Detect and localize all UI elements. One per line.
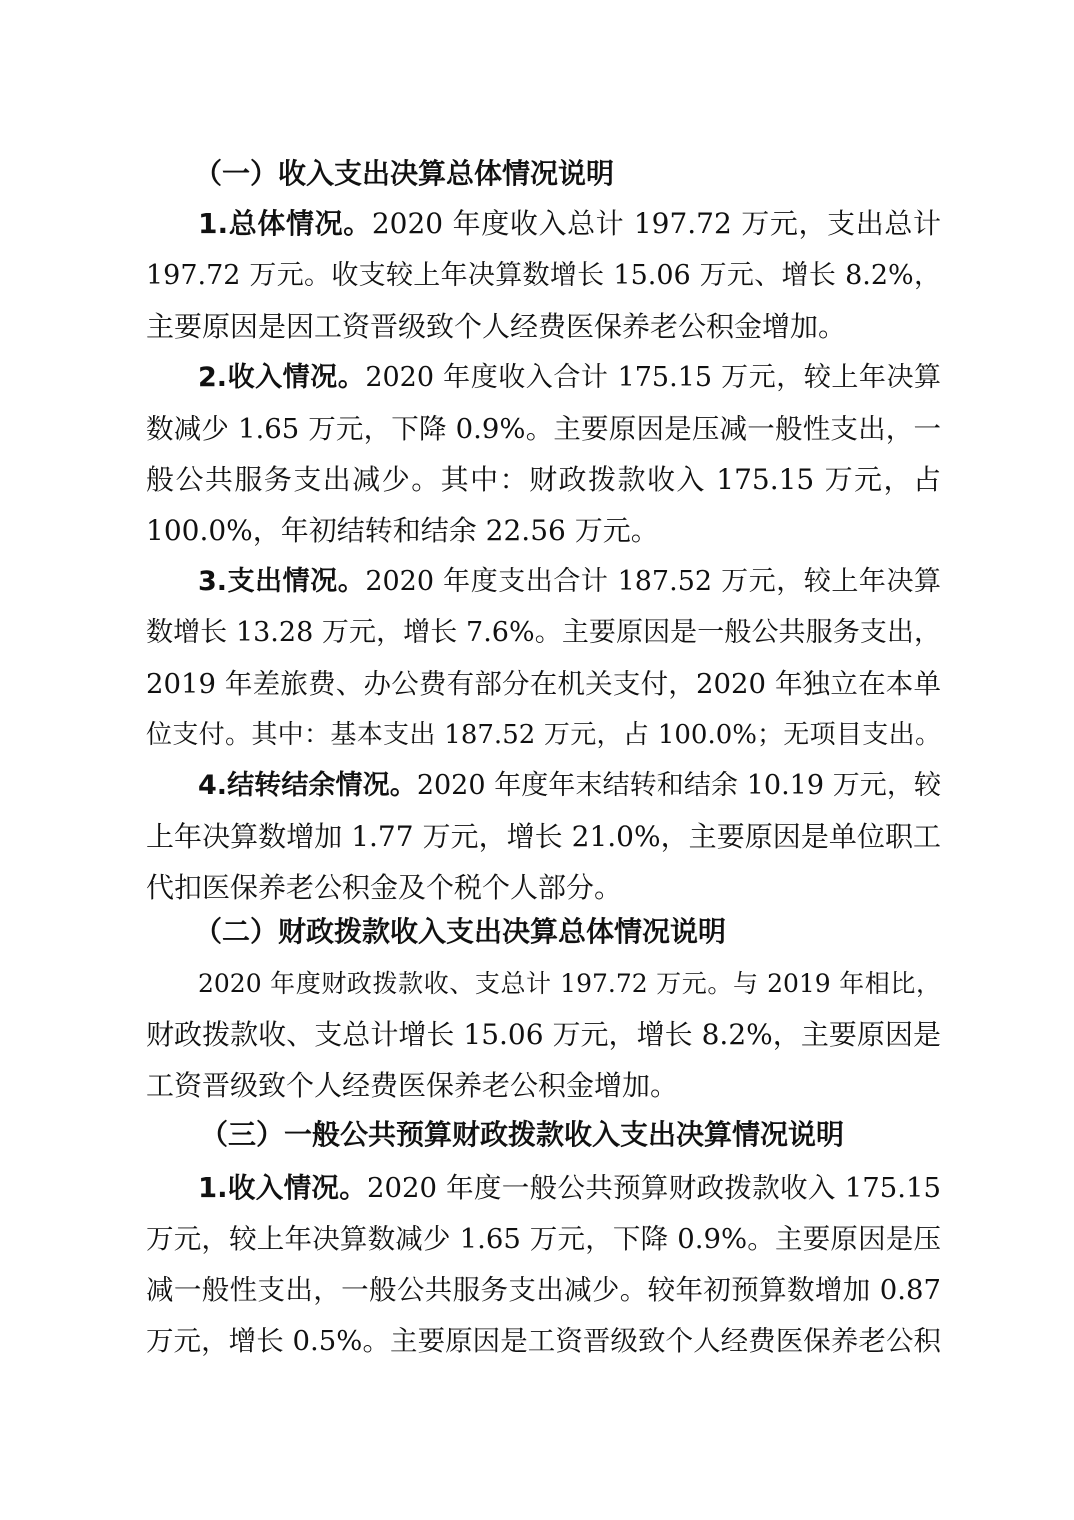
- s1-p2-line-4: 100.0%，年初结转和结余 22.56 万元。: [146, 514, 659, 547]
- s3-p1-line-1: 1.收入情况。2020 年度一般公共预算财政拨款收入 175.15: [198, 1172, 941, 1204]
- s1-p4-line-1: 4.结转结余情况。2020 年度年末结转和结余 10.19 万元，较: [198, 770, 941, 801]
- s1-p2-line-3: 般公共服务支出减少。其中：财政拨款收入 175.15 万元，占: [146, 463, 941, 496]
- s2-line-1: 2020 年度财政拨款收、支总计 197.72 万元。与 2019 年相比，: [198, 969, 941, 998]
- s1-p3-line-1: 3.支出情况。2020 年度支出合计 187.52 万元，较上年决算: [198, 566, 942, 597]
- s1-p3-label: 3.支出情况。: [198, 566, 366, 597]
- section-1-heading: （一）收入支出决算总体情况说明: [194, 157, 615, 190]
- s3-p1-label: 1.收入情况。: [198, 1172, 368, 1204]
- s3-p1-line-3: 减一般性支出，一般公共服务支出减少。较年初预算数增加 0.87: [146, 1274, 941, 1306]
- s1-p2-label: 2.收入情况。: [198, 362, 366, 393]
- s1-p1-line-1: 1.总体情况。2020 年度收入总计 197.72 万元，支出总计: [198, 207, 942, 240]
- section-2-heading: （二）财政拨款收入支出决算总体情况说明: [194, 915, 727, 948]
- s3-p1-line-2: 万元，较上年决算数减少 1.65 万元，下降 0.9%。主要原因是压: [146, 1223, 941, 1255]
- s1-p3-line-2: 数增长 13.28 万元，增长 7.6%。主要原因是一般公共服务支出，: [146, 617, 941, 648]
- s1-p3-line-3: 2019 年差旅费、办公费有部分在机关支付，2020 年独立在本单: [146, 668, 941, 700]
- s1-p4-line-3: 代扣医保养老公积金及个税个人部分。: [146, 871, 623, 904]
- s3-p1-line-4: 万元，增长 0.5%。主要原因是工资晋级致个人经费医保养老公积: [146, 1325, 941, 1357]
- s2-line-3: 工资晋级致个人经费医保养老公积金增加。: [146, 1069, 679, 1102]
- s1-p1-line-3: 主要原因是因工资晋级致个人经费医保养老公积金增加。: [146, 310, 847, 343]
- s1-p4-line-2: 上年决算数增加 1.77 万元，增长 21.0%，主要原因是单位职工: [146, 820, 941, 853]
- s1-p1-label: 1.总体情况。: [198, 207, 372, 240]
- s1-p2-line-2: 数减少 1.65 万元，下降 0.9%。主要原因是压减一般性支出，一: [146, 413, 941, 445]
- s1-p4-label: 4.结转结余情况。: [198, 770, 417, 801]
- s1-p1-line-2: 197.72 万元。收支较上年决算数增长 15.06 万元、增长 8.2%，: [146, 260, 941, 291]
- s1-p2-line-1: 2.收入情况。2020 年度收入合计 175.15 万元，较上年决算: [198, 362, 942, 393]
- s2-line-2: 财政拨款收、支总计增长 15.06 万元，增长 8.2%，主要原因是: [146, 1018, 941, 1051]
- s1-p3-line-4: 位支付。其中：基本支出 187.52 万元，占 100.0%；无项目支出。: [146, 720, 941, 750]
- section-3-heading: （三）一般公共预算财政拨款收入支出决算情况说明: [200, 1118, 845, 1151]
